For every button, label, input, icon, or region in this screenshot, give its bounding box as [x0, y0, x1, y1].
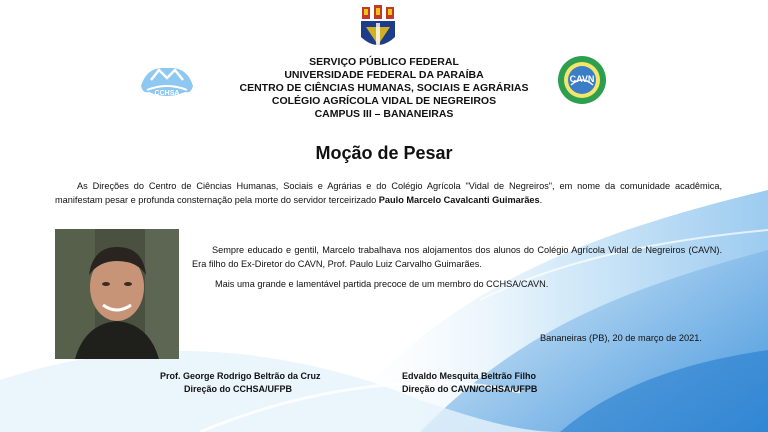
header-line-1: SERVIÇO PÚBLICO FEDERAL — [309, 56, 459, 68]
signature-right — [402, 370, 602, 396]
page-title: Moção de Pesar — [315, 143, 453, 163]
date-line: Bananeiras (PB), 20 de março de 2021. — [540, 333, 702, 343]
signature-right-role: Direção do CAVN/CCHSA/UFPB — [402, 384, 538, 394]
paragraph-2: Sempre educado e gentil, Marcelo trabalhava nos alojamentos dos alunos do Colégio Agrícola Vidal de Negreiros (CAVN). Era filho do Ex-Diretor do CAVN, Prof. Paulo Luiz Carvalho Guimarães. — [192, 245, 722, 269]
signature-left — [160, 370, 380, 396]
deceased-name: Paulo Marcelo Cavalcanti Guimarães — [378, 194, 540, 205]
header-line-2: UNIVERSIDADE FEDERAL DA PARAÍBA — [284, 69, 484, 81]
header-line-5: CAMPUS III – BANANEIRAS — [314, 108, 454, 120]
signature-right-name: Edvaldo Mesquita Beltrão Filho — [402, 371, 537, 381]
cavn-logo-text: CAVN — [569, 74, 595, 84]
cchsa-logo-text: CCHSA — [154, 90, 180, 97]
signature-left-role: Direção do CCHSA/UFPB — [184, 384, 293, 394]
ufpb-crest-icon — [358, 5, 398, 53]
paragraph-3: Mais uma grande e lamentável partida precoce de um membro do CCHSA/CAVN. — [215, 279, 549, 289]
signature-left-name: Prof. George Rodrigo Beltrão da Cruz — [160, 371, 321, 381]
portrait-photo — [55, 229, 179, 359]
portrait-image — [55, 229, 179, 359]
header-line-4: COLÉGIO AGRÍCOLA VIDAL DE NEGREIROS — [271, 95, 497, 107]
header-line-3: CENTRO DE CIÊNCIAS HUMANAS, SOCIAIS E AGRÁRIAS — [239, 82, 529, 94]
intro-end: . — [539, 194, 543, 205]
intro-paragraph — [55, 180, 722, 207]
intro-text: As Direções do Centro de Ciências Humanas, Sociais e Agrárias e do Colégio Agrícola "Vidal de Negreiros", em nome da comunidade acadêmica, manifestam pesar e profunda consternação pela morte do servidor terceirizado — [55, 181, 722, 205]
